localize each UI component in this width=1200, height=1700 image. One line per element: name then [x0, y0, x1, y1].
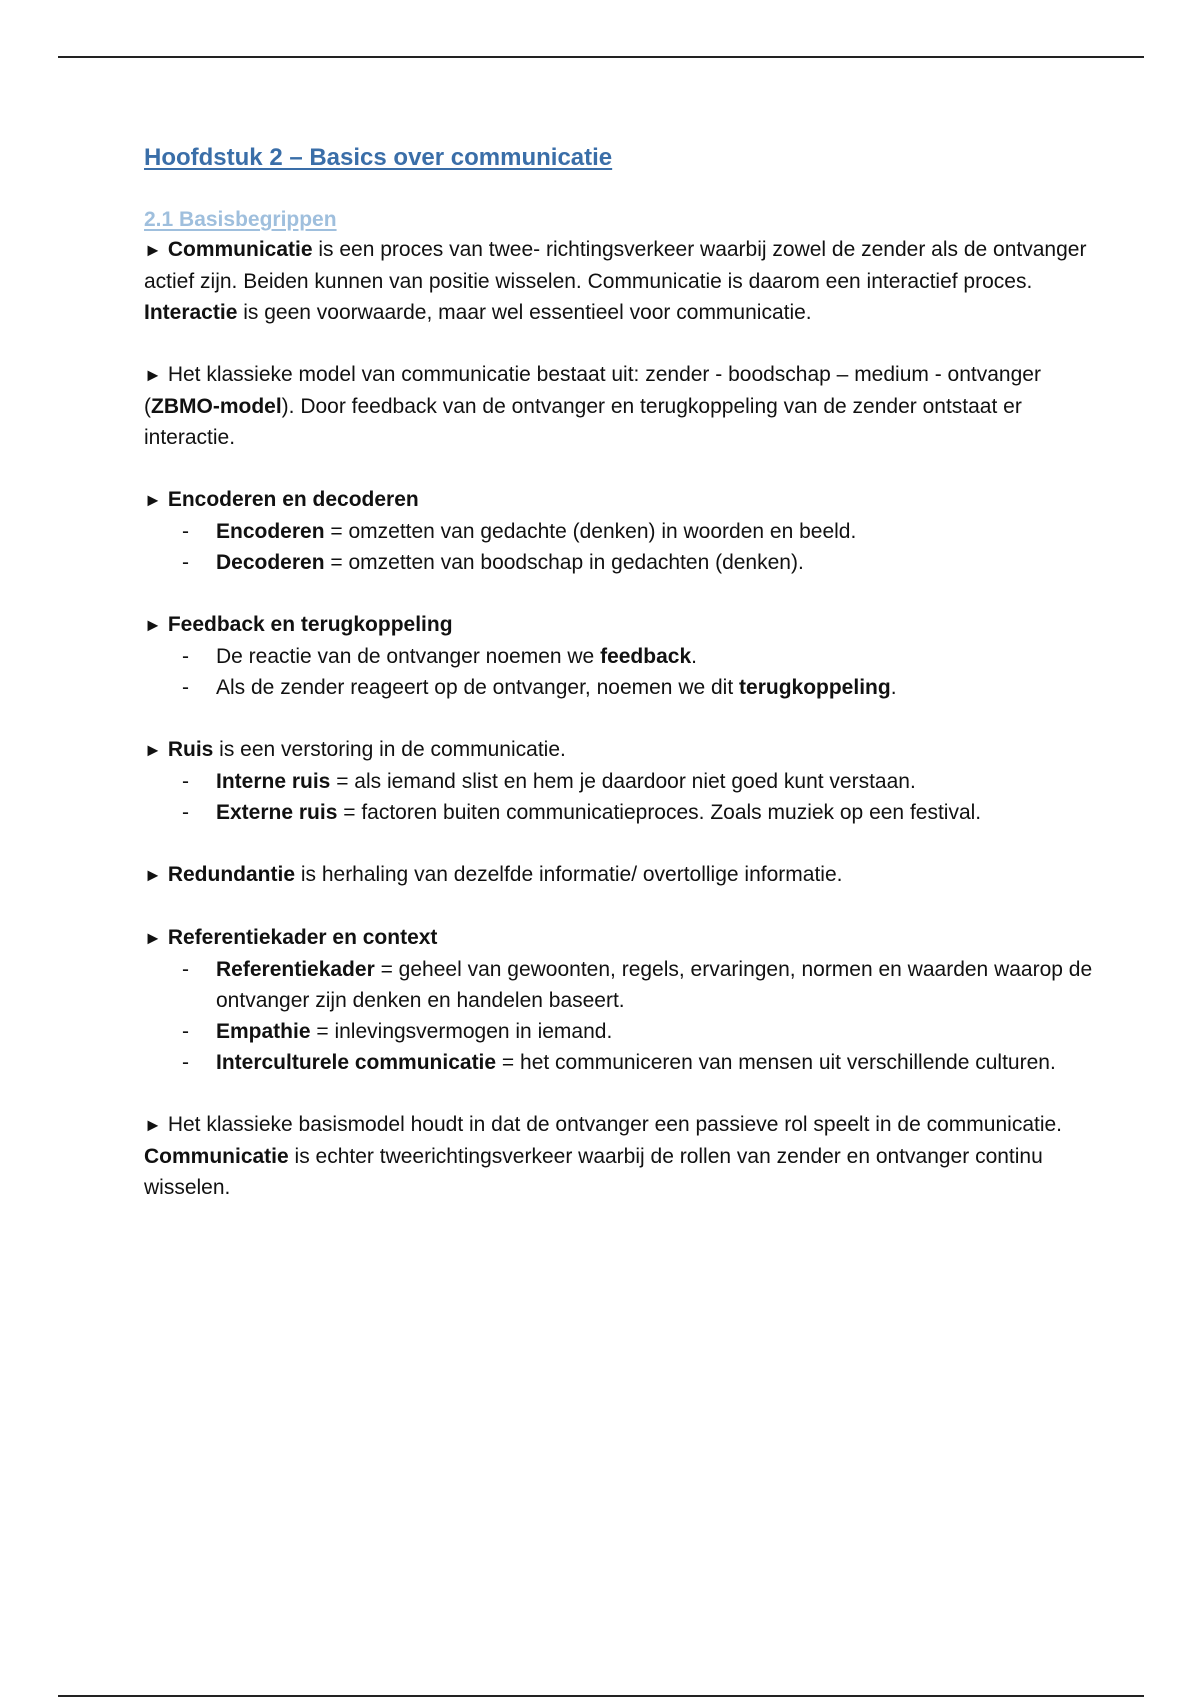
paragraph-redundantie: ► Redundantie is herhaling van dezelfde informatie/ overtollige informatie.: [144, 863, 843, 886]
triangle-bullet-icon: ►: [144, 1115, 162, 1135]
section-heading: 2.1 Basisbegrippen: [144, 208, 337, 231]
triangle-bullet-icon: ►: [144, 928, 162, 948]
paragraph-communicatie: ► Communicatie is een proces van twee- richtingsverkeer waarbij zowel de zender als de ontvanger actief zijn. Beiden kunnen van positie wisselen. Communicatie is daarom een interactief proces. Interactie is geen voorwaarde, maar wel essentieel voor communicatie.: [144, 238, 1087, 324]
paragraph-basismodel: ► Het klassieke basismodel houdt in dat de ontvanger een passieve rol speelt in de communicatie. Communicatie is echter tweerichtingsverkeer waarbij de rollen van zender en ontvanger continu wisselen.: [144, 1113, 1063, 1199]
list-item: - Externe ruis = factoren buiten communicatieproces. Zoals muziek op een festival.: [182, 801, 982, 824]
section-title: ► Referentiekader en context: [144, 926, 438, 949]
list-item: - Decoderen = omzetten van boodschap in gedachten (denken).: [182, 551, 804, 574]
section-ruis: [144, 734, 1104, 828]
section-referentiekader: [144, 922, 1104, 1078]
triangle-bullet-icon: ►: [144, 740, 162, 760]
triangle-bullet-icon: ►: [144, 865, 162, 885]
section-title: ► Encoderen en decoderen: [144, 488, 419, 511]
paragraph-zbmo-model: ► Het klassieke model van communicatie bestaat uit: zender - boodschap – medium - ontvanger (ZBMO-model). Door feedback van de ontvanger en terugkoppeling van de zender ontstaat er interactie.: [144, 363, 1041, 449]
section-encoderen: [144, 484, 1104, 578]
list-item: - De reactie van de ontvanger noemen we feedback.: [182, 645, 697, 668]
triangle-bullet-icon: ►: [144, 365, 162, 385]
list-item: - Als de zender reageert op de ontvanger, noemen we dit terugkoppeling.: [182, 676, 897, 699]
triangle-bullet-icon: ►: [144, 615, 162, 635]
document-body: [144, 143, 1104, 1234]
footer-rule: [58, 1695, 1144, 1697]
list-item: - Interculturele communicatie = het communiceren van mensen uit verschillende culturen.: [182, 1051, 1056, 1074]
section-feedback: [144, 609, 1104, 703]
header-rule: [58, 56, 1144, 58]
triangle-bullet-icon: ►: [144, 490, 162, 510]
list-item: - Encoderen = omzetten van gedachte (denken) in woorden en beeld.: [182, 520, 857, 543]
list-item: - Referentiekader = geheel van gewoonten, regels, ervaringen, normen en waarden waarop de ontvanger zijn denken en handelen baseert.: [182, 958, 1093, 1012]
section-title: ► Ruis is een verstoring in de communicatie.: [144, 738, 566, 761]
list-item: - Interne ruis = als iemand slist en hem je daardoor niet goed kunt verstaan.: [182, 770, 916, 793]
chapter-heading: Hoofdstuk 2 – Basics over communicatie: [144, 144, 613, 171]
section-title: ► Feedback en terugkoppeling: [144, 613, 453, 636]
list-item: - Empathie = inlevingsvermogen in iemand.: [182, 1020, 613, 1043]
triangle-bullet-icon: ►: [144, 240, 162, 260]
